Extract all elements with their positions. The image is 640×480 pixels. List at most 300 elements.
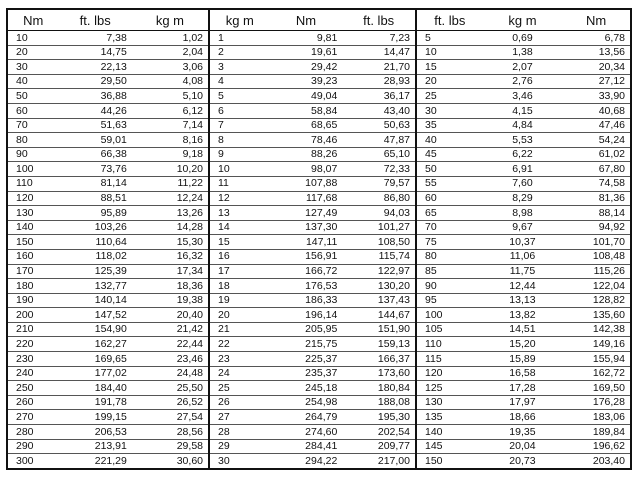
table-cell: 47,46	[562, 118, 631, 133]
table-cell: 10	[7, 31, 59, 46]
conversion-tables	[6, 8, 632, 470]
header-row	[7, 9, 209, 31]
column-header: ft. lbs	[59, 9, 132, 31]
table-cell: 13,13	[483, 293, 563, 308]
table-cell: 88,26	[270, 147, 343, 162]
table-cell: 20,04	[483, 439, 563, 454]
table-row	[210, 366, 416, 381]
table-cell: 95,89	[59, 206, 132, 221]
table-row	[417, 337, 631, 352]
table-row	[417, 454, 631, 469]
table-cell: 110	[417, 337, 483, 352]
table-cell: 4	[210, 74, 270, 89]
table-cell: 150	[417, 454, 483, 469]
table-row	[7, 454, 209, 469]
table-row	[210, 31, 416, 46]
table-row	[417, 60, 631, 75]
table-cell: 8	[210, 133, 270, 148]
table-row	[210, 381, 416, 396]
table-cell: 28,93	[342, 74, 416, 89]
table-cell: 6,12	[132, 103, 209, 118]
table-cell: 8,98	[483, 206, 563, 221]
table-cell: 149,16	[562, 337, 631, 352]
table-cell: 20,40	[132, 308, 209, 323]
table-cell: 110,64	[59, 235, 132, 250]
table-cell: 130	[417, 395, 483, 410]
table-cell: 25	[417, 89, 483, 104]
column-header: kg m	[132, 9, 209, 31]
table-cell: 221,29	[59, 454, 132, 469]
table-row	[417, 279, 631, 294]
table-row	[210, 308, 416, 323]
table-cell: 180,84	[342, 381, 416, 396]
table-cell: 85	[417, 264, 483, 279]
table-row	[210, 439, 416, 454]
table-row	[210, 235, 416, 250]
table-row	[417, 410, 631, 425]
table-cell: 30	[7, 60, 59, 75]
table-cell: 205,95	[270, 322, 343, 337]
table-row	[417, 31, 631, 46]
table-cell: 23,46	[132, 352, 209, 367]
table-row	[210, 89, 416, 104]
table-cell: 72,33	[342, 162, 416, 177]
table-cell: 15	[417, 60, 483, 75]
table-cell: 15,89	[483, 352, 563, 367]
table-cell: 60	[417, 191, 483, 206]
table-cell: 245,18	[270, 381, 343, 396]
table-cell: 122,04	[562, 279, 631, 294]
column-header: Nm	[7, 9, 59, 31]
table-row	[210, 191, 416, 206]
table-cell: 147,52	[59, 308, 132, 323]
table-cell: 22	[210, 337, 270, 352]
table-row	[210, 176, 416, 191]
table-cell: 217,00	[342, 454, 416, 469]
table-row	[7, 147, 209, 162]
table-cell: 17,28	[483, 381, 563, 396]
table-cell: 196,62	[562, 439, 631, 454]
table-row	[210, 337, 416, 352]
table-cell: 60	[7, 103, 59, 118]
table-cell: 162,27	[59, 337, 132, 352]
table-cell: 14	[210, 220, 270, 235]
table-cell: 95	[417, 293, 483, 308]
table-cell: 132,77	[59, 279, 132, 294]
table-cell: 189,84	[562, 425, 631, 440]
table-cell: 7,38	[59, 31, 132, 46]
table-cell: 137,30	[270, 220, 343, 235]
table-row	[210, 410, 416, 425]
table-row	[7, 162, 209, 177]
table-cell: 5,53	[483, 133, 563, 148]
table-row	[210, 249, 416, 264]
table-cell: 166,72	[270, 264, 343, 279]
table-cell: 130	[7, 206, 59, 221]
column-header: ft. lbs	[417, 9, 483, 31]
table-row	[210, 103, 416, 118]
table-cell: 190	[7, 293, 59, 308]
table-cell: 127,49	[270, 206, 343, 221]
table-cell: 1,38	[483, 45, 563, 60]
table-cell: 135,60	[562, 308, 631, 323]
table-cell: 125,39	[59, 264, 132, 279]
table-row	[7, 279, 209, 294]
table-cell: 16,58	[483, 366, 563, 381]
table-cell: 18,66	[483, 410, 563, 425]
table-cell: 26	[210, 395, 270, 410]
table-cell: 0,69	[483, 31, 563, 46]
table-cell: 20	[417, 74, 483, 89]
table-cell: 155,94	[562, 352, 631, 367]
table-cell: 40	[7, 74, 59, 89]
table-row	[417, 176, 631, 191]
table-cell: 7,14	[132, 118, 209, 133]
table-cell: 14,51	[483, 322, 563, 337]
table-cell: 10	[417, 45, 483, 60]
table-cell: 36,17	[342, 89, 416, 104]
table-cell: 73,76	[59, 162, 132, 177]
table-cell: 40	[417, 133, 483, 148]
table-cell: 19,61	[270, 45, 343, 60]
table-cell: 105	[417, 322, 483, 337]
table-row	[7, 425, 209, 440]
table-row	[7, 60, 209, 75]
table-cell: 3	[210, 60, 270, 75]
table-cell: 94,92	[562, 220, 631, 235]
table-cell: 13,56	[562, 45, 631, 60]
table-row	[210, 279, 416, 294]
table-row	[417, 89, 631, 104]
table-cell: 8,16	[132, 133, 209, 148]
table-row	[7, 381, 209, 396]
table-cell: 27,54	[132, 410, 209, 425]
table-cell: 70	[417, 220, 483, 235]
table-row	[417, 264, 631, 279]
table-row	[417, 162, 631, 177]
table-row	[210, 293, 416, 308]
table-row	[210, 264, 416, 279]
table-cell: 9,67	[483, 220, 563, 235]
table-cell: 294,22	[270, 454, 343, 469]
table-cell: 264,79	[270, 410, 343, 425]
table-cell: 47,87	[342, 133, 416, 148]
table-cell: 55	[417, 176, 483, 191]
table-cell: 196,14	[270, 308, 343, 323]
table-cell: 2,76	[483, 74, 563, 89]
table-cell: 101,70	[562, 235, 631, 250]
table-cell: 118,02	[59, 249, 132, 264]
table-cell: 176,53	[270, 279, 343, 294]
table-cell: 44,26	[59, 103, 132, 118]
table-cell: 66,38	[59, 147, 132, 162]
column-header: Nm	[562, 9, 631, 31]
table-row	[417, 352, 631, 367]
table-cell: 51,63	[59, 118, 132, 133]
table-cell: 140	[7, 220, 59, 235]
table-cell: 17,97	[483, 395, 563, 410]
table-cell: 29,42	[270, 60, 343, 75]
table-cell: 33,90	[562, 89, 631, 104]
table-cell: 24	[210, 366, 270, 381]
table-row	[417, 206, 631, 221]
table-cell: 54,24	[562, 133, 631, 148]
table-cell: 186,33	[270, 293, 343, 308]
table-cell: 15,20	[483, 337, 563, 352]
table-cell: 209,77	[342, 439, 416, 454]
table-cell: 19	[210, 293, 270, 308]
table-cell: 130,20	[342, 279, 416, 294]
table-row	[417, 293, 631, 308]
table-cell: 142,38	[562, 322, 631, 337]
table-cell: 160	[7, 249, 59, 264]
table-row	[7, 103, 209, 118]
table-cell: 188,08	[342, 395, 416, 410]
table-cell: 3,06	[132, 60, 209, 75]
table-row	[417, 74, 631, 89]
table-cell: 1,02	[132, 31, 209, 46]
table-cell: 10	[210, 162, 270, 177]
table-nm-to-ftlbs-kgm	[6, 8, 210, 470]
table-cell: 61,02	[562, 147, 631, 162]
table-cell: 10,20	[132, 162, 209, 177]
table-cell: 80	[7, 133, 59, 148]
table-cell: 108,48	[562, 249, 631, 264]
table-row	[417, 439, 631, 454]
table-cell: 151,90	[342, 322, 416, 337]
table-cell: 50	[7, 89, 59, 104]
table-cell: 235,37	[270, 366, 343, 381]
table-cell: 88,51	[59, 191, 132, 206]
table-row	[417, 249, 631, 264]
table-cell: 101,27	[342, 220, 416, 235]
table-cell: 15	[210, 235, 270, 250]
table-cell: 30	[417, 103, 483, 118]
table-cell: 203,40	[562, 454, 631, 469]
table-cell: 117,68	[270, 191, 343, 206]
table-row	[417, 133, 631, 148]
table-row	[210, 395, 416, 410]
table-row	[7, 176, 209, 191]
table-cell: 122,97	[342, 264, 416, 279]
table-cell: 159,13	[342, 337, 416, 352]
table-cell: 65,10	[342, 147, 416, 162]
table-cell: 7	[210, 118, 270, 133]
table-cell: 100	[417, 308, 483, 323]
table-cell: 90	[417, 279, 483, 294]
table-cell: 110	[7, 176, 59, 191]
table-row	[417, 381, 631, 396]
table-row	[7, 366, 209, 381]
table-row	[7, 118, 209, 133]
table-cell: 39,23	[270, 74, 343, 89]
table-cell: 11	[210, 176, 270, 191]
table-cell: 144,67	[342, 308, 416, 323]
table-cell: 12,24	[132, 191, 209, 206]
table-row	[7, 322, 209, 337]
table-row	[7, 133, 209, 148]
table-row	[210, 454, 416, 469]
table-cell: 199,15	[59, 410, 132, 425]
table-row	[417, 147, 631, 162]
table-row	[210, 220, 416, 235]
table-cell: 128,82	[562, 293, 631, 308]
table-cell: 14,47	[342, 45, 416, 60]
table-cell: 180	[7, 279, 59, 294]
table-cell: 184,40	[59, 381, 132, 396]
table-cell: 19,38	[132, 293, 209, 308]
table-cell: 166,37	[342, 352, 416, 367]
table-row	[7, 410, 209, 425]
table-kgm-to-nm-ftlbs	[210, 8, 417, 470]
table-cell: 230	[7, 352, 59, 367]
table-cell: 14,28	[132, 220, 209, 235]
table-cell: 147,11	[270, 235, 343, 250]
table-cell: 6,78	[562, 31, 631, 46]
table-cell: 115,26	[562, 264, 631, 279]
table-row	[417, 118, 631, 133]
table-row	[7, 89, 209, 104]
table-cell: 81,36	[562, 191, 631, 206]
table-cell: 15,30	[132, 235, 209, 250]
table-row	[210, 133, 416, 148]
table-cell: 213,91	[59, 439, 132, 454]
table-row	[210, 45, 416, 60]
table-cell: 17	[210, 264, 270, 279]
table-cell: 1	[210, 31, 270, 46]
table-cell: 50	[417, 162, 483, 177]
table-cell: 120	[7, 191, 59, 206]
table-row	[7, 439, 209, 454]
table-cell: 162,72	[562, 366, 631, 381]
table-cell: 26,52	[132, 395, 209, 410]
table-cell: 88,14	[562, 206, 631, 221]
table-cell: 206,53	[59, 425, 132, 440]
table-cell: 145	[417, 439, 483, 454]
table-cell: 12	[210, 191, 270, 206]
table-cell: 173,60	[342, 366, 416, 381]
table-cell: 13,82	[483, 308, 563, 323]
table-cell: 17,34	[132, 264, 209, 279]
table-cell: 21,70	[342, 60, 416, 75]
table-cell: 11,06	[483, 249, 563, 264]
table-row	[417, 308, 631, 323]
table-cell: 300	[7, 454, 59, 469]
table-row	[417, 220, 631, 235]
table-row	[7, 264, 209, 279]
table-ftlbs-to-kgm-nm	[417, 8, 632, 470]
table-cell: 215,75	[270, 337, 343, 352]
table-cell: 8,29	[483, 191, 563, 206]
table-cell: 103,26	[59, 220, 132, 235]
table-row	[7, 45, 209, 60]
table-cell: 176,28	[562, 395, 631, 410]
table-row	[210, 322, 416, 337]
table-row	[7, 308, 209, 323]
table-row	[417, 103, 631, 118]
table-cell: 45	[417, 147, 483, 162]
table-cell: 27	[210, 410, 270, 425]
table-cell: 2,04	[132, 45, 209, 60]
table-cell: 177,02	[59, 366, 132, 381]
table-cell: 16	[210, 249, 270, 264]
table-row	[210, 74, 416, 89]
table-cell: 28	[210, 425, 270, 440]
table-cell: 13,26	[132, 206, 209, 221]
table-cell: 23	[210, 352, 270, 367]
column-header: Nm	[270, 9, 343, 31]
table-cell: 210	[7, 322, 59, 337]
table-cell: 20	[210, 308, 270, 323]
table-cell: 140,14	[59, 293, 132, 308]
table-cell: 150	[7, 235, 59, 250]
table-cell: 115	[417, 352, 483, 367]
table-cell: 2	[210, 45, 270, 60]
table-cell: 5	[417, 31, 483, 46]
table-row	[7, 395, 209, 410]
table-cell: 70	[7, 118, 59, 133]
table-cell: 30	[210, 454, 270, 469]
table-cell: 115,74	[342, 249, 416, 264]
table-cell: 5	[210, 89, 270, 104]
table-cell: 240	[7, 366, 59, 381]
column-header: kg m	[483, 9, 563, 31]
table-cell: 43,40	[342, 103, 416, 118]
table-cell: 78,46	[270, 133, 343, 148]
table-cell: 12,44	[483, 279, 563, 294]
table-row	[210, 118, 416, 133]
table-cell: 27,12	[562, 74, 631, 89]
table-cell: 29,58	[132, 439, 209, 454]
table-cell: 220	[7, 337, 59, 352]
table-cell: 28,56	[132, 425, 209, 440]
table-cell: 7,60	[483, 176, 563, 191]
table-cell: 9,81	[270, 31, 343, 46]
table-row	[417, 45, 631, 60]
table-row	[417, 235, 631, 250]
table-cell: 67,80	[562, 162, 631, 177]
table-cell: 81,14	[59, 176, 132, 191]
table-cell: 86,80	[342, 191, 416, 206]
table-cell: 137,43	[342, 293, 416, 308]
table-cell: 49,04	[270, 89, 343, 104]
table-cell: 29	[210, 439, 270, 454]
table-row	[210, 425, 416, 440]
table-row	[7, 191, 209, 206]
table-row	[7, 249, 209, 264]
table-cell: 191,78	[59, 395, 132, 410]
table-cell: 21	[210, 322, 270, 337]
table-row	[7, 74, 209, 89]
table-cell: 36,88	[59, 89, 132, 104]
column-header: ft. lbs	[342, 9, 416, 31]
table-cell: 9,18	[132, 147, 209, 162]
table-cell: 140	[417, 425, 483, 440]
table-cell: 22,44	[132, 337, 209, 352]
table-row	[417, 395, 631, 410]
table-cell: 19,35	[483, 425, 563, 440]
table-cell: 169,50	[562, 381, 631, 396]
table-cell: 290	[7, 439, 59, 454]
table-cell: 125	[417, 381, 483, 396]
table-cell: 10,37	[483, 235, 563, 250]
table-cell: 98,07	[270, 162, 343, 177]
table-cell: 25	[210, 381, 270, 396]
table-cell: 16,32	[132, 249, 209, 264]
table-cell: 40,68	[562, 103, 631, 118]
table-row	[210, 352, 416, 367]
table-cell: 5,10	[132, 89, 209, 104]
